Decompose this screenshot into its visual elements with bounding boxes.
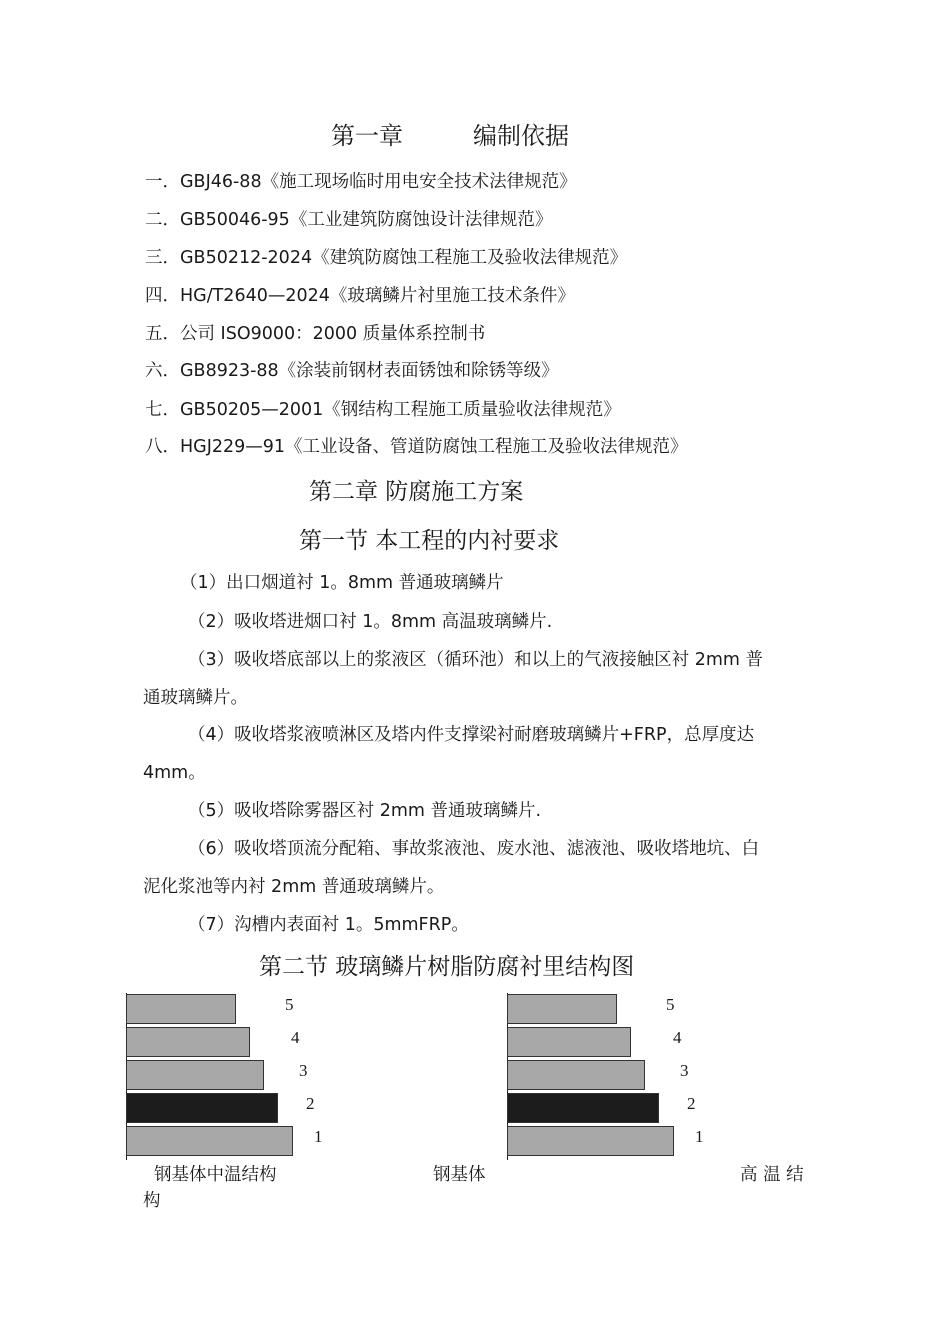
requirement-item: （2）吸收塔进烟口衬 1。8mm 高温玻璃鳞片. <box>188 612 553 632</box>
left-layer-1 <box>126 1126 293 1156</box>
right-layer-number: 3 <box>680 1061 689 1080</box>
requirement-item-cont: 4mm。 <box>143 763 206 783</box>
requirement-item-cont: 泥化浆池等内衬 2mm 普通玻璃鳞片。 <box>143 877 445 897</box>
basis-item: 七．GB50205—2001《钢结构工程施工质量验收法律规范》 <box>145 400 621 420</box>
basis-item: 三．GB50212-2024《建筑防腐蚀工程施工及验收法律规范》 <box>145 248 628 268</box>
requirement-item: （1）出口烟道衬 1。8mm 普通玻璃鳞片 <box>180 573 504 593</box>
requirement-item: （6）吸收塔顶流分配箱、事故浆液池、废水池、滤液池、吸收塔地坑、白 <box>188 839 760 859</box>
right-layer-number: 1 <box>695 1127 704 1146</box>
left-layer-4 <box>126 1027 250 1057</box>
right-layer-number: 2 <box>687 1094 696 1113</box>
basis-item: 四．HG/T2640—2024《玻璃鳞片衬里施工技术条件》 <box>145 286 575 306</box>
right-layer-2 <box>507 1093 659 1123</box>
left-diagram-caption-wrap: 构 <box>143 1191 161 1211</box>
section1-title: 第一节 本工程的内衬要求 <box>299 528 560 554</box>
basis-item: 一．GBJ46-88《施工现场临时用电安全技术法律规范》 <box>145 172 577 192</box>
right-layer-number: 4 <box>673 1028 682 1047</box>
left-layer-number: 5 <box>285 995 294 1014</box>
left-layer-number: 3 <box>299 1061 308 1080</box>
chapter1-title-text: 编制依据 <box>473 122 569 150</box>
right-layer-4 <box>507 1027 631 1057</box>
basis-item: 二．GB50046-95《工业建筑防腐蚀设计法律规范》 <box>145 210 553 230</box>
requirement-item: （4）吸收塔浆液喷淋区及塔内件支撑梁衬耐磨玻璃鳞片+FRP，总厚度达 <box>188 725 755 745</box>
basis-item: 六．GB8923-88《涂装前钢材表面锈蚀和除锈等级》 <box>145 361 559 381</box>
requirement-item: （5）吸收塔除雾器区衬 2mm 普通玻璃鳞片. <box>188 801 542 821</box>
right-layer-1 <box>507 1126 674 1156</box>
left-layer-2 <box>126 1093 278 1123</box>
section2-title: 第二节 玻璃鳞片树脂防腐衬里结构图 <box>259 954 635 980</box>
left-layer-3 <box>126 1060 264 1090</box>
middle-diagram-caption: 钢基体 <box>433 1165 486 1185</box>
requirement-item-cont: 通玻璃鳞片。 <box>143 688 248 708</box>
chapter2-title: 第二章 防腐施工方案 <box>309 479 524 505</box>
right-diagram-caption: 高 温 结 <box>740 1165 804 1185</box>
left-layer-number: 2 <box>306 1094 315 1113</box>
requirement-item: （3）吸收塔底部以上的浆液区（循环池）和以上的气液接触区衬 2mm 普 <box>188 650 763 670</box>
requirement-item: （7）沟槽内表面衬 1。5mmFRP。 <box>188 915 469 935</box>
left-layer-number: 4 <box>291 1028 300 1047</box>
right-layer-number: 5 <box>666 995 675 1014</box>
left-layer-5 <box>126 994 236 1024</box>
right-layer-3 <box>507 1060 645 1090</box>
basis-item: 五．公司 ISO9000：2000 质量体系控制书 <box>145 324 486 344</box>
basis-item: 八．HGJ229—91《工业设备、管道防腐蚀工程施工及验收法律规范》 <box>145 437 688 457</box>
left-diagram-caption: 钢基体中温结构 <box>154 1165 277 1185</box>
chapter1-title-number: 第一章 <box>331 122 403 150</box>
right-layer-5 <box>507 994 617 1024</box>
left-layer-number: 1 <box>314 1127 323 1146</box>
